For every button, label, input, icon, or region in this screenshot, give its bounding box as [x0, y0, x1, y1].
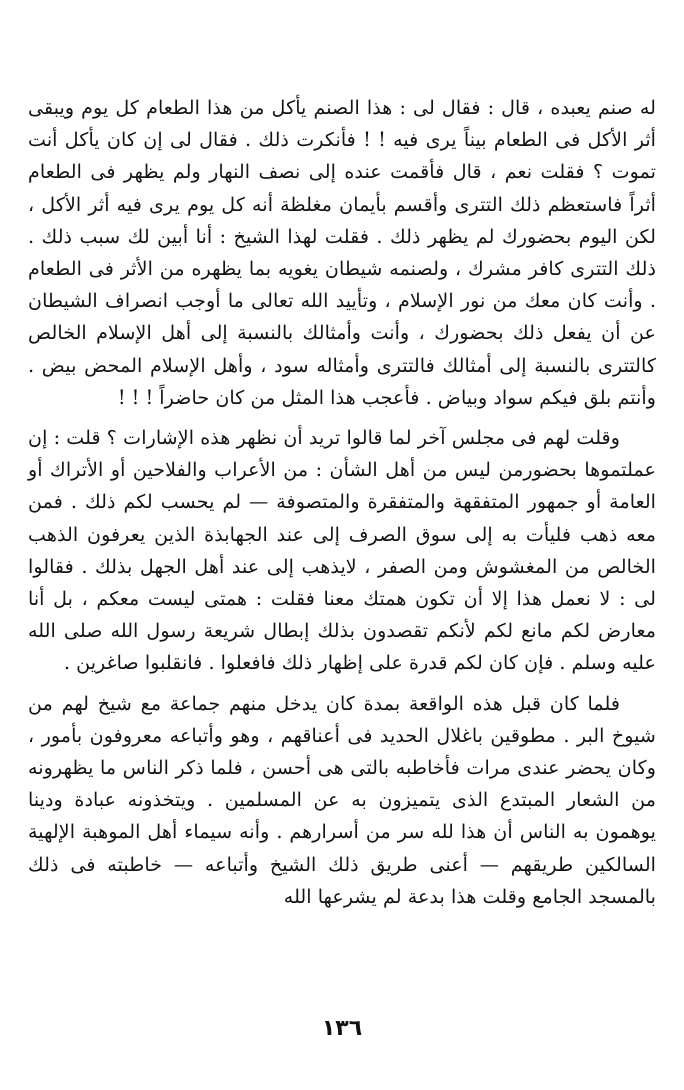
page-body	[28, 92, 656, 913]
paragraph-3: فلما كان قبل هذه الواقعة بمدة كان يدخل منهم جماعة مع شيخ لهم من شيوخ البر . مطوقين باغلال الحديد فى أعناقهم ، وهو وأتباعه معروفون بأمور ، وكان يحضر عندى مرات فأخاطبه بالتى هى أحسن ، فلما ذكر الناس ما يظهرونه من الشعار المبتدع الذى يتميزون به عن المسلمين . ويتخذونه عبادة ودينا يوهمون به الناس أن هذا لله سر من أسرارهم . وأنه سيماء أهل الموهبة الإلهية السالكين طريقهم — أعنى طريق ذلك الشيخ وأتباعه — خاطبته فى ذلك بالمسجد الجامع وقلت هذا بدعة لم يشرعها الله	[28, 691, 656, 908]
page-number: ١٣٦	[321, 1016, 363, 1041]
paragraph-2: وقلت لهم فى مجلس آخر لما قالوا تريد أن نظهر هذه الإشارات ؟ قلت : إن عملتموها بحضورمن ليس من أهل الشأن : من الأعراب والفلاحين أو الأتراك أو العامة أو جمهور المتفقهة والمتفقرة والمتصوفة — لم يحسب لكم ذلك . فمن معه ذهب فليأت به إلى سوق الصرف إلى عند الجهابذة الذين يعرفون الذهب الخالص من المغشوش ومن الصفر ، لايذهب إلى عند أهل الجهل بذلك . فقالوا لى : لا نعمل هذا إلا أن تكون همتك معنا فقلت : همتى ليست معكم ، بل أنا معارض لكم مانع لكم لأنكم تقصدون بذلك إبطال شريعة رسول الله صلى الله عليه وسلم . فإن كان لكم قدرة على إظهار ذلك فافعلوا . فانقلبوا صاغرين .	[28, 426, 656, 675]
paragraph-1: له صنم يعبده ، قال : فقال لى : هذا الصنم يأكل من هذا الطعام كل يوم ويبقى أثر الأكل فى الطعام بيناً يرى فيه ! ! فأنكرت ذلك . فقال لى إن كان يأكل أنت تموت ؟ فقلت نعم ، قال فأقمت عنده إلى نصف النهار ولم يظهر فى الطعام أثراً فاستعظم ذلك التترى وأقسم بأيمان مغلظة أنه كل يوم يرى فيه أثر الأكل ، لكن اليوم بحضورك لم يظهر ذلك . فقلت لهذا الشيخ : أنا أبين لك سبب ذلك . ذلك التترى كافر مشرك ، ولصنمه شيطان يغويه بما يظهره من الأثر فى الطعام . وأنت كان معك من نور الإسلام ، وتأييد الله تعالى ما أوجب انصراف الشيطان عن أن يفعل ذلك بحضورك ، وأنت وأمثالك بالنسبة إلى أهل الإسلام الخالص كالتترى بالنسبة إلى أمثالك فالتترى وأمثاله سود ، وأهل الإسلام المحض بيض . وأنتم بلق فيكم سواد وبياض . فأعجب هذا المثل من كان حاضراً ! ! !	[28, 96, 656, 409]
